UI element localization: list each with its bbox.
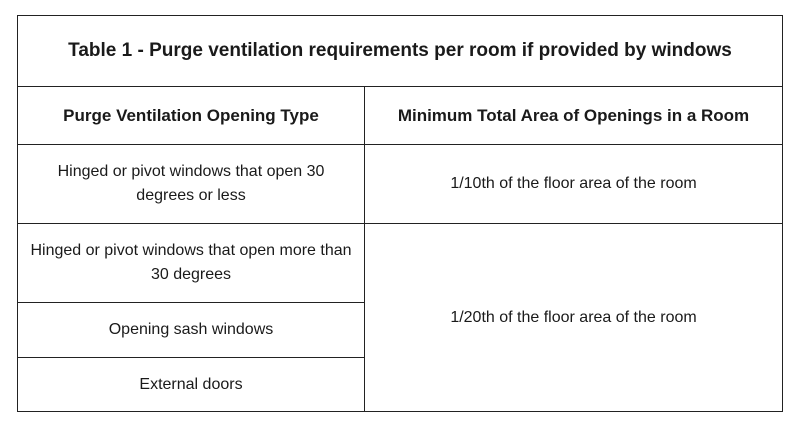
table-row-opening-type: Hinged or pivot windows that open more than 30 degrees: [18, 224, 365, 303]
table-row-opening-type: Opening sash windows: [18, 303, 365, 358]
table-row-opening-type: External doors: [18, 358, 365, 411]
purge-ventilation-table: [17, 15, 783, 412]
header-opening-type: Purge Ventilation Opening Type: [18, 87, 365, 145]
table-cell-area-1-10: 1/10th of the floor area of the room: [365, 145, 782, 224]
table-title: Table 1 - Purge ventilation requirements per room if provided by windows: [18, 16, 782, 87]
header-minimum-area: Minimum Total Area of Openings in a Room: [365, 87, 782, 145]
table-row-opening-type: Hinged or pivot windows that open 30 degrees or less: [18, 145, 365, 224]
table-cell-area-1-20: 1/20th of the floor area of the room: [450, 308, 697, 326]
